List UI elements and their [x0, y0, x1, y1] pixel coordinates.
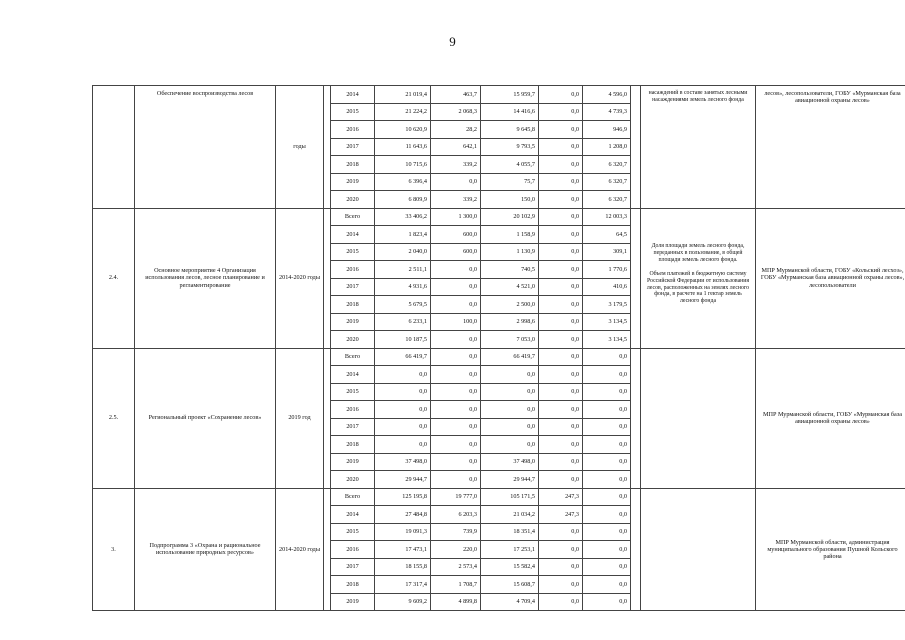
amount-cell: 0,0 [431, 261, 481, 279]
amount-cell: 0,0 [539, 471, 583, 489]
amount-cell: 4 596,0 [583, 86, 631, 104]
amount-cell: 0,0 [539, 226, 583, 244]
amount-cell: 4 055,7 [481, 156, 539, 174]
table-row [93, 348, 905, 366]
amount-cell: 600,0 [431, 243, 481, 261]
program-financing-table [92, 85, 905, 611]
amount-cell: 66 419,7 [375, 348, 431, 366]
year-cell: 2015 [331, 383, 375, 401]
spacer [324, 488, 331, 611]
spacer [631, 488, 641, 611]
amount-cell: 0,0 [583, 488, 631, 506]
amount-cell: 3 134,5 [583, 313, 631, 331]
year-cell: 2017 [331, 418, 375, 436]
amount-cell: 6 203,3 [431, 506, 481, 524]
amount-cell: 0,0 [539, 436, 583, 454]
amount-cell: 0,0 [539, 191, 583, 209]
amount-cell: 739,9 [431, 523, 481, 541]
amount-cell: 12 003,3 [583, 208, 631, 226]
year-cell: 2020 [331, 471, 375, 489]
year-cell: 2016 [331, 401, 375, 419]
amount-cell: 0,0 [583, 418, 631, 436]
year-cell: 2014 [331, 506, 375, 524]
amount-cell: 0,0 [481, 401, 539, 419]
year-cell: 2016 [331, 541, 375, 559]
amount-cell: 0,0 [539, 401, 583, 419]
amount-cell: 21 019,4 [375, 86, 431, 104]
amount-cell: 0,0 [375, 383, 431, 401]
amount-cell: 0,0 [539, 138, 583, 156]
amount-cell: 1 823,4 [375, 226, 431, 244]
amount-cell: 0,0 [539, 208, 583, 226]
amount-cell: 1 708,7 [431, 576, 481, 594]
amount-cell: 740,5 [481, 261, 539, 279]
amount-cell: 10 187,5 [375, 331, 431, 349]
year-cell: 2016 [331, 261, 375, 279]
amount-cell: 0,0 [539, 558, 583, 576]
spacer [324, 208, 331, 348]
amount-cell: 0,0 [539, 156, 583, 174]
amount-cell: 0,0 [583, 541, 631, 559]
amount-cell: 10 620,9 [375, 121, 431, 139]
amount-cell: 0,0 [375, 401, 431, 419]
amount-cell: 1 158,9 [481, 226, 539, 244]
amount-cell: 0,0 [481, 366, 539, 384]
amount-cell: 0,0 [539, 86, 583, 104]
year-cell: 2020 [331, 331, 375, 349]
amount-cell: 21 034,2 [481, 506, 539, 524]
spacer [631, 86, 641, 209]
table-row [93, 86, 905, 104]
year-cell: 2019 [331, 313, 375, 331]
amount-cell: 0,0 [539, 576, 583, 594]
amount-cell: 0,0 [431, 366, 481, 384]
amount-cell: 0,0 [583, 453, 631, 471]
amount-cell: 0,0 [583, 366, 631, 384]
amount-cell: 1 130,9 [481, 243, 539, 261]
amount-cell: 6 396,4 [375, 173, 431, 191]
amount-cell: 247,3 [539, 506, 583, 524]
amount-cell: 0,0 [539, 593, 583, 611]
year-cell: 2019 [331, 593, 375, 611]
amount-cell: 0,0 [539, 296, 583, 314]
amount-cell: 2 511,1 [375, 261, 431, 279]
indicator-cell [641, 348, 756, 488]
amount-cell: 27 484,8 [375, 506, 431, 524]
amount-cell: 4 739,3 [583, 103, 631, 121]
year-cell: 2017 [331, 278, 375, 296]
year-cell: 2014 [331, 226, 375, 244]
year-cell: 2018 [331, 296, 375, 314]
amount-cell: 6 233,1 [375, 313, 431, 331]
year-cell: 2018 [331, 156, 375, 174]
amount-cell: 0,0 [539, 523, 583, 541]
year-cell: Всего [331, 348, 375, 366]
amount-cell: 0,0 [539, 313, 583, 331]
amount-cell: 0,0 [431, 296, 481, 314]
year-cell: 2015 [331, 523, 375, 541]
amount-cell: 410,6 [583, 278, 631, 296]
year-cell: 2020 [331, 191, 375, 209]
amount-cell: 15 608,7 [481, 576, 539, 594]
amount-cell: 0,0 [375, 418, 431, 436]
amount-cell: 0,0 [431, 418, 481, 436]
measure-name: Основное мероприятие 4 Организация использования лесов, лесное планирование и регламентирование [135, 208, 276, 348]
amount-cell: 0,0 [431, 401, 481, 419]
amount-cell: 0,0 [431, 348, 481, 366]
amount-cell: 0,0 [431, 278, 481, 296]
table-row [93, 208, 905, 226]
indicator-text: Объем платежей в бюджетную систему Российской Федерации от использования лесов, расположенных на землях лесного фонда, в расчете на 1 гектар земель лесного фонда [646, 271, 750, 304]
amount-cell: 2 068,3 [431, 103, 481, 121]
amount-cell: 18 155,8 [375, 558, 431, 576]
amount-cell: 29 944,7 [481, 471, 539, 489]
amount-cell: 0,0 [583, 471, 631, 489]
amount-cell: 4 709,4 [481, 593, 539, 611]
amount-cell: 0,0 [583, 593, 631, 611]
responsible-cell: МПР Мурманской области, администрация муниципального образования Пушной Кольского района [756, 488, 905, 611]
amount-cell: 6 809,9 [375, 191, 431, 209]
year-cell: Всего [331, 208, 375, 226]
amount-cell: 4 931,6 [375, 278, 431, 296]
amount-cell: 0,0 [539, 261, 583, 279]
amount-cell: 0,0 [539, 453, 583, 471]
amount-cell: 0,0 [583, 576, 631, 594]
amount-cell: 2 500,0 [481, 296, 539, 314]
amount-cell: 19 091,3 [375, 523, 431, 541]
amount-cell: 3 134,5 [583, 331, 631, 349]
measure-name: Обеспечение воспроизводства лесов [135, 86, 276, 209]
amount-cell: 4 521,0 [481, 278, 539, 296]
amount-cell: 7 053,0 [481, 331, 539, 349]
amount-cell: 0,0 [481, 436, 539, 454]
amount-cell: 2 573,4 [431, 558, 481, 576]
amount-cell: 0,0 [431, 436, 481, 454]
amount-cell: 29 944,7 [375, 471, 431, 489]
amount-cell: 0,0 [539, 103, 583, 121]
year-cell: 2019 [331, 453, 375, 471]
amount-cell: 64,5 [583, 226, 631, 244]
amount-cell: 946,9 [583, 121, 631, 139]
amount-cell: 9 609,2 [375, 593, 431, 611]
amount-cell: 17 317,4 [375, 576, 431, 594]
amount-cell: 1 208,0 [583, 138, 631, 156]
amount-cell: 0,0 [583, 558, 631, 576]
year-cell: Всего [331, 488, 375, 506]
amount-cell: 0,0 [375, 436, 431, 454]
amount-cell: 1 300,0 [431, 208, 481, 226]
amount-cell: 105 171,5 [481, 488, 539, 506]
amount-cell: 0,0 [539, 541, 583, 559]
amount-cell: 66 419,7 [481, 348, 539, 366]
amount-cell: 309,1 [583, 243, 631, 261]
amount-cell: 0,0 [583, 436, 631, 454]
amount-cell: 0,0 [539, 366, 583, 384]
amount-cell: 642,1 [431, 138, 481, 156]
spacer [324, 348, 331, 488]
year-cell: 2017 [331, 558, 375, 576]
amount-cell: 37 498,0 [481, 453, 539, 471]
amount-cell: 19 777,0 [431, 488, 481, 506]
indicator-cell [641, 208, 756, 348]
year-cell: 2014 [331, 366, 375, 384]
period: годы [276, 86, 324, 209]
block-number: 3. [93, 488, 135, 611]
amount-cell: 150,0 [481, 191, 539, 209]
amount-cell: 0,0 [431, 471, 481, 489]
amount-cell: 6 320,7 [583, 191, 631, 209]
responsible-cell: лесов», лесопользователи, ГОБУ «Мурманская база авиационной охраны лесов» [756, 86, 905, 209]
table-row [93, 488, 905, 506]
amount-cell: 0,0 [539, 278, 583, 296]
responsible-cell: МПР Мурманской области, ГОБУ «Кольский лесхоз», ГОБУ «Мурманская база авиационной охраны лесов», лесопользователи [756, 208, 905, 348]
amount-cell: 33 406,2 [375, 208, 431, 226]
page-number: 9 [449, 34, 456, 49]
amount-cell: 0,0 [431, 173, 481, 191]
amount-cell: 0,0 [431, 383, 481, 401]
amount-cell: 9 645,8 [481, 121, 539, 139]
amount-cell: 0,0 [481, 383, 539, 401]
amount-cell: 0,0 [583, 348, 631, 366]
year-cell: 2016 [331, 121, 375, 139]
amount-cell: 0,0 [583, 506, 631, 524]
amount-cell: 10 715,6 [375, 156, 431, 174]
year-cell: 2017 [331, 138, 375, 156]
amount-cell: 220,0 [431, 541, 481, 559]
amount-cell: 15 582,4 [481, 558, 539, 576]
amount-cell: 0,0 [431, 331, 481, 349]
year-cell: 2018 [331, 436, 375, 454]
amount-cell: 17 253,1 [481, 541, 539, 559]
amount-cell: 15 959,7 [481, 86, 539, 104]
measure-name: Подпрограмма 3 «Охрана и рациональное использование природных ресурсов» [135, 488, 276, 611]
amount-cell: 11 643,6 [375, 138, 431, 156]
amount-cell: 0,0 [583, 523, 631, 541]
amount-cell: 75,7 [481, 173, 539, 191]
amount-cell: 5 679,5 [375, 296, 431, 314]
amount-cell: 4 899,8 [431, 593, 481, 611]
indicator-text: Доля площади земель лесного фонда, переданных в пользование, в общей площади земель лесного фонда. [651, 243, 745, 263]
amount-cell: 0,0 [431, 453, 481, 471]
amount-cell: 339,2 [431, 156, 481, 174]
amount-cell: 0,0 [375, 366, 431, 384]
amount-cell: 0,0 [583, 401, 631, 419]
spacer [631, 348, 641, 488]
amount-cell: 0,0 [539, 121, 583, 139]
block-number: 2.4. [93, 208, 135, 348]
amount-cell: 0,0 [539, 418, 583, 436]
year-cell: 2014 [331, 86, 375, 104]
year-cell: 2018 [331, 576, 375, 594]
year-cell: 2019 [331, 173, 375, 191]
amount-cell: 0,0 [539, 173, 583, 191]
amount-cell: 1 770,6 [583, 261, 631, 279]
amount-cell: 0,0 [539, 331, 583, 349]
spacer [324, 86, 331, 209]
year-cell: 2015 [331, 243, 375, 261]
amount-cell: 0,0 [539, 348, 583, 366]
period: 2014-2020 годы [276, 488, 324, 611]
indicator-cell [641, 488, 756, 611]
amount-cell: 100,0 [431, 313, 481, 331]
amount-cell: 0,0 [539, 383, 583, 401]
measure-name: Региональный проект «Сохранение лесов» [135, 348, 276, 488]
amount-cell: 339,2 [431, 191, 481, 209]
period: 2014-2020 годы [276, 208, 324, 348]
amount-cell: 21 224,2 [375, 103, 431, 121]
amount-cell: 14 416,6 [481, 103, 539, 121]
amount-cell: 28,2 [431, 121, 481, 139]
indicator-cell [641, 86, 756, 209]
block-number [93, 86, 135, 209]
amount-cell: 0,0 [583, 383, 631, 401]
responsible-cell: МПР Мурманской области, ГОБУ «Мурманская база авиационной охраны лесов» [756, 348, 905, 488]
spacer [631, 208, 641, 348]
amount-cell: 18 351,4 [481, 523, 539, 541]
amount-cell: 9 793,5 [481, 138, 539, 156]
amount-cell: 17 473,1 [375, 541, 431, 559]
amount-cell: 20 102,9 [481, 208, 539, 226]
year-cell: 2015 [331, 103, 375, 121]
amount-cell: 125 195,8 [375, 488, 431, 506]
amount-cell: 247,3 [539, 488, 583, 506]
period: 2019 год [276, 348, 324, 488]
amount-cell: 0,0 [481, 418, 539, 436]
amount-cell: 0,0 [539, 243, 583, 261]
amount-cell: 37 498,0 [375, 453, 431, 471]
amount-cell: 2 040,0 [375, 243, 431, 261]
amount-cell: 6 320,7 [583, 173, 631, 191]
amount-cell: 463,7 [431, 86, 481, 104]
indicator-text: насаждений в составе занятых лесными насаждениями земель лесного фонда [648, 90, 748, 103]
amount-cell: 3 179,5 [583, 296, 631, 314]
amount-cell: 600,0 [431, 226, 481, 244]
amount-cell: 6 320,7 [583, 156, 631, 174]
block-number: 2.5. [93, 348, 135, 488]
amount-cell: 2 998,6 [481, 313, 539, 331]
